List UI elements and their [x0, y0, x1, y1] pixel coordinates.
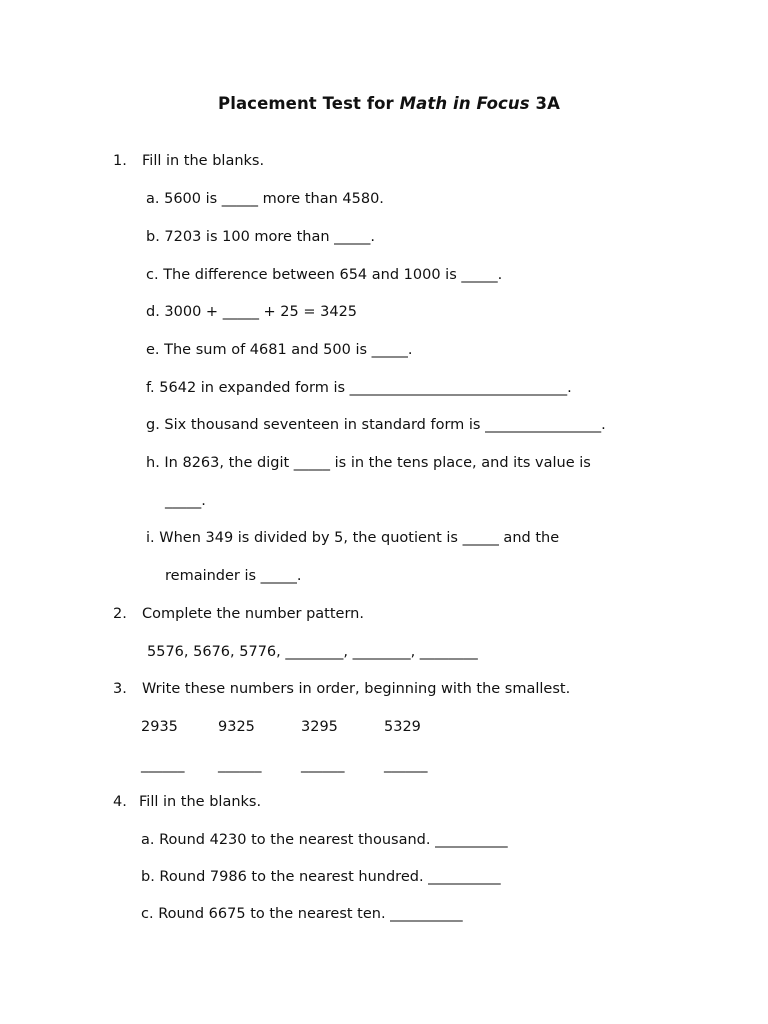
question-3-number: 3.: [113, 681, 127, 697]
q1-item-b: b. 7203 is 100 more than _____.: [146, 229, 375, 245]
q4-item-b: b. Round 7986 to the nearest hundred. __________: [141, 869, 501, 885]
q1-item-f: f. 5642 in expanded form is ______________________________.: [146, 380, 572, 396]
title-suffix: 3A: [529, 94, 560, 113]
q1-item-i-continued: remainder is _____.: [165, 568, 302, 584]
question-4-prompt: Fill in the blanks.: [139, 794, 262, 810]
question-1-prompt: Fill in the blanks.: [142, 153, 265, 169]
order-blank-4: ______: [384, 757, 428, 773]
order-blank-2: ______: [218, 757, 262, 773]
q4-item-a: a. Round 4230 to the nearest thousand. __________: [141, 832, 508, 848]
q4-item-c: c. Round 6675 to the nearest ten. __________: [141, 906, 463, 922]
order-number-1: 2935: [141, 719, 178, 735]
question-2-prompt: Complete the number pattern.: [142, 606, 364, 622]
order-number-4: 5329: [384, 719, 421, 735]
question-1-heading: [113, 152, 264, 170]
question-4-number: 4.: [113, 794, 127, 810]
question-2-heading: [113, 605, 364, 623]
title-italic: Math in Focus: [399, 94, 530, 113]
q1-item-d: d. 3000 + _____ + 25 = 3425: [146, 304, 358, 320]
order-blank-3: ______: [301, 757, 345, 773]
q1-item-a: a. 5600 is _____ more than 4580.: [146, 191, 384, 207]
question-3-prompt: Write these numbers in order, beginning with the smallest.: [142, 681, 571, 697]
page-title: [0, 94, 768, 113]
title-prefix: Placement Test for: [218, 94, 400, 113]
question-2-number: 2.: [113, 606, 127, 622]
question-4-heading: [113, 793, 261, 811]
q1-item-h: h. In 8263, the digit _____ is in the tens place, and its value is: [146, 455, 591, 471]
order-blank-1: ______: [141, 757, 185, 773]
order-number-2: 9325: [218, 719, 255, 735]
question-1-number: 1.: [113, 153, 127, 169]
order-number-3: 3295: [301, 719, 338, 735]
number-pattern: 5576, 5676, 5776, ________, ________, ________: [147, 644, 478, 660]
q1-item-e: e. The sum of 4681 and 500 is _____.: [146, 342, 413, 358]
q1-item-h-continued: _____.: [165, 493, 206, 509]
q1-item-g: g. Six thousand seventeen in standard form is ________________.: [146, 417, 606, 433]
q1-item-i: i. When 349 is divided by 5, the quotient is _____ and the: [146, 530, 560, 546]
question-3-heading: [113, 680, 570, 698]
q1-item-c: c. The difference between 654 and 1000 is _____.: [146, 267, 503, 283]
